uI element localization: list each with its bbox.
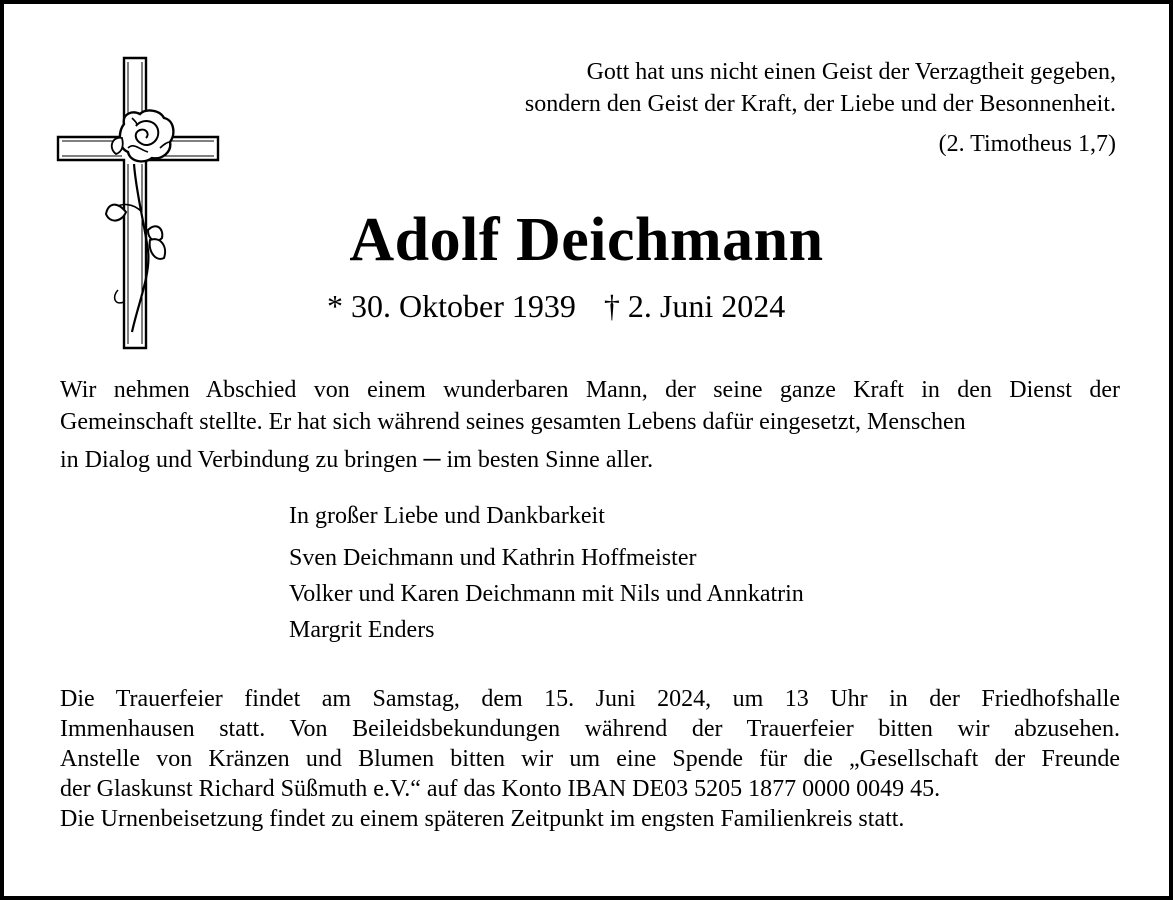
mourner-name: Sven Deichmann und Kathrin Hoffmeister [289,545,697,571]
farewell-line-3: in Dialog und Verbindung zu bringen ─ im besten Sinne aller. [60,447,654,473]
verse-reference: (2. Timotheus 1,7) [938,131,1116,157]
life-dates [327,286,785,326]
verse-line-2: sondern den Geist der Kraft, der Liebe und der Besonnenheit. [524,91,1116,117]
deceased-name: Adolf Deichmann [349,206,824,274]
funeral-notice [60,684,1120,834]
bible-verse [525,56,1116,160]
verse-line-1: Gott hat uns nicht einen Geist der Verzagtheit gegeben, [586,59,1116,85]
mourners [289,500,804,650]
notice-line: Immenhausen statt. Von Beileidsbekundungen während der Trauerfeier bitten wir abzusehen. [60,716,1120,742]
mourner-name: Margrit Enders [289,617,435,643]
farewell-line-1: Wir nehmen Abschied von einem wunderbaren Mann, der seine ganze Kraft in den Dienst der [60,377,1120,403]
notice-line: Anstelle von Kränzen und Blumen bitten wir um eine Spende für die „Gesellschaft der Freunde [60,746,1120,772]
notice-line: Die Urnenbeisetzung findet zu einem späteren Zeitpunkt im engsten Familienkreis statt. [60,806,905,832]
farewell-text [60,374,1120,476]
notice-line: Die Trauerfeier findet am Samstag, dem 15. Juni 2024, um 13 Uhr in der Friedhofshalle [60,686,1120,712]
mourner-name: Volker und Karen Deichmann mit Nils und Annkatrin [289,581,804,607]
farewell-line-2: Gemeinschaft stellte. Er hat sich während seines gesamten Lebens dafür eingesetzt, Menschen [60,409,966,435]
birth-date: * 30. Oktober 1939 [327,288,576,324]
mourners-greeting: In großer Liebe und Dankbarkeit [289,503,605,529]
death-date: † 2. Juni 2024 [603,288,786,324]
notice-line: der Glaskunst Richard Süßmuth e.V.“ auf das Konto IBAN DE03 5205 1877 0000 0049 45. [60,776,941,802]
